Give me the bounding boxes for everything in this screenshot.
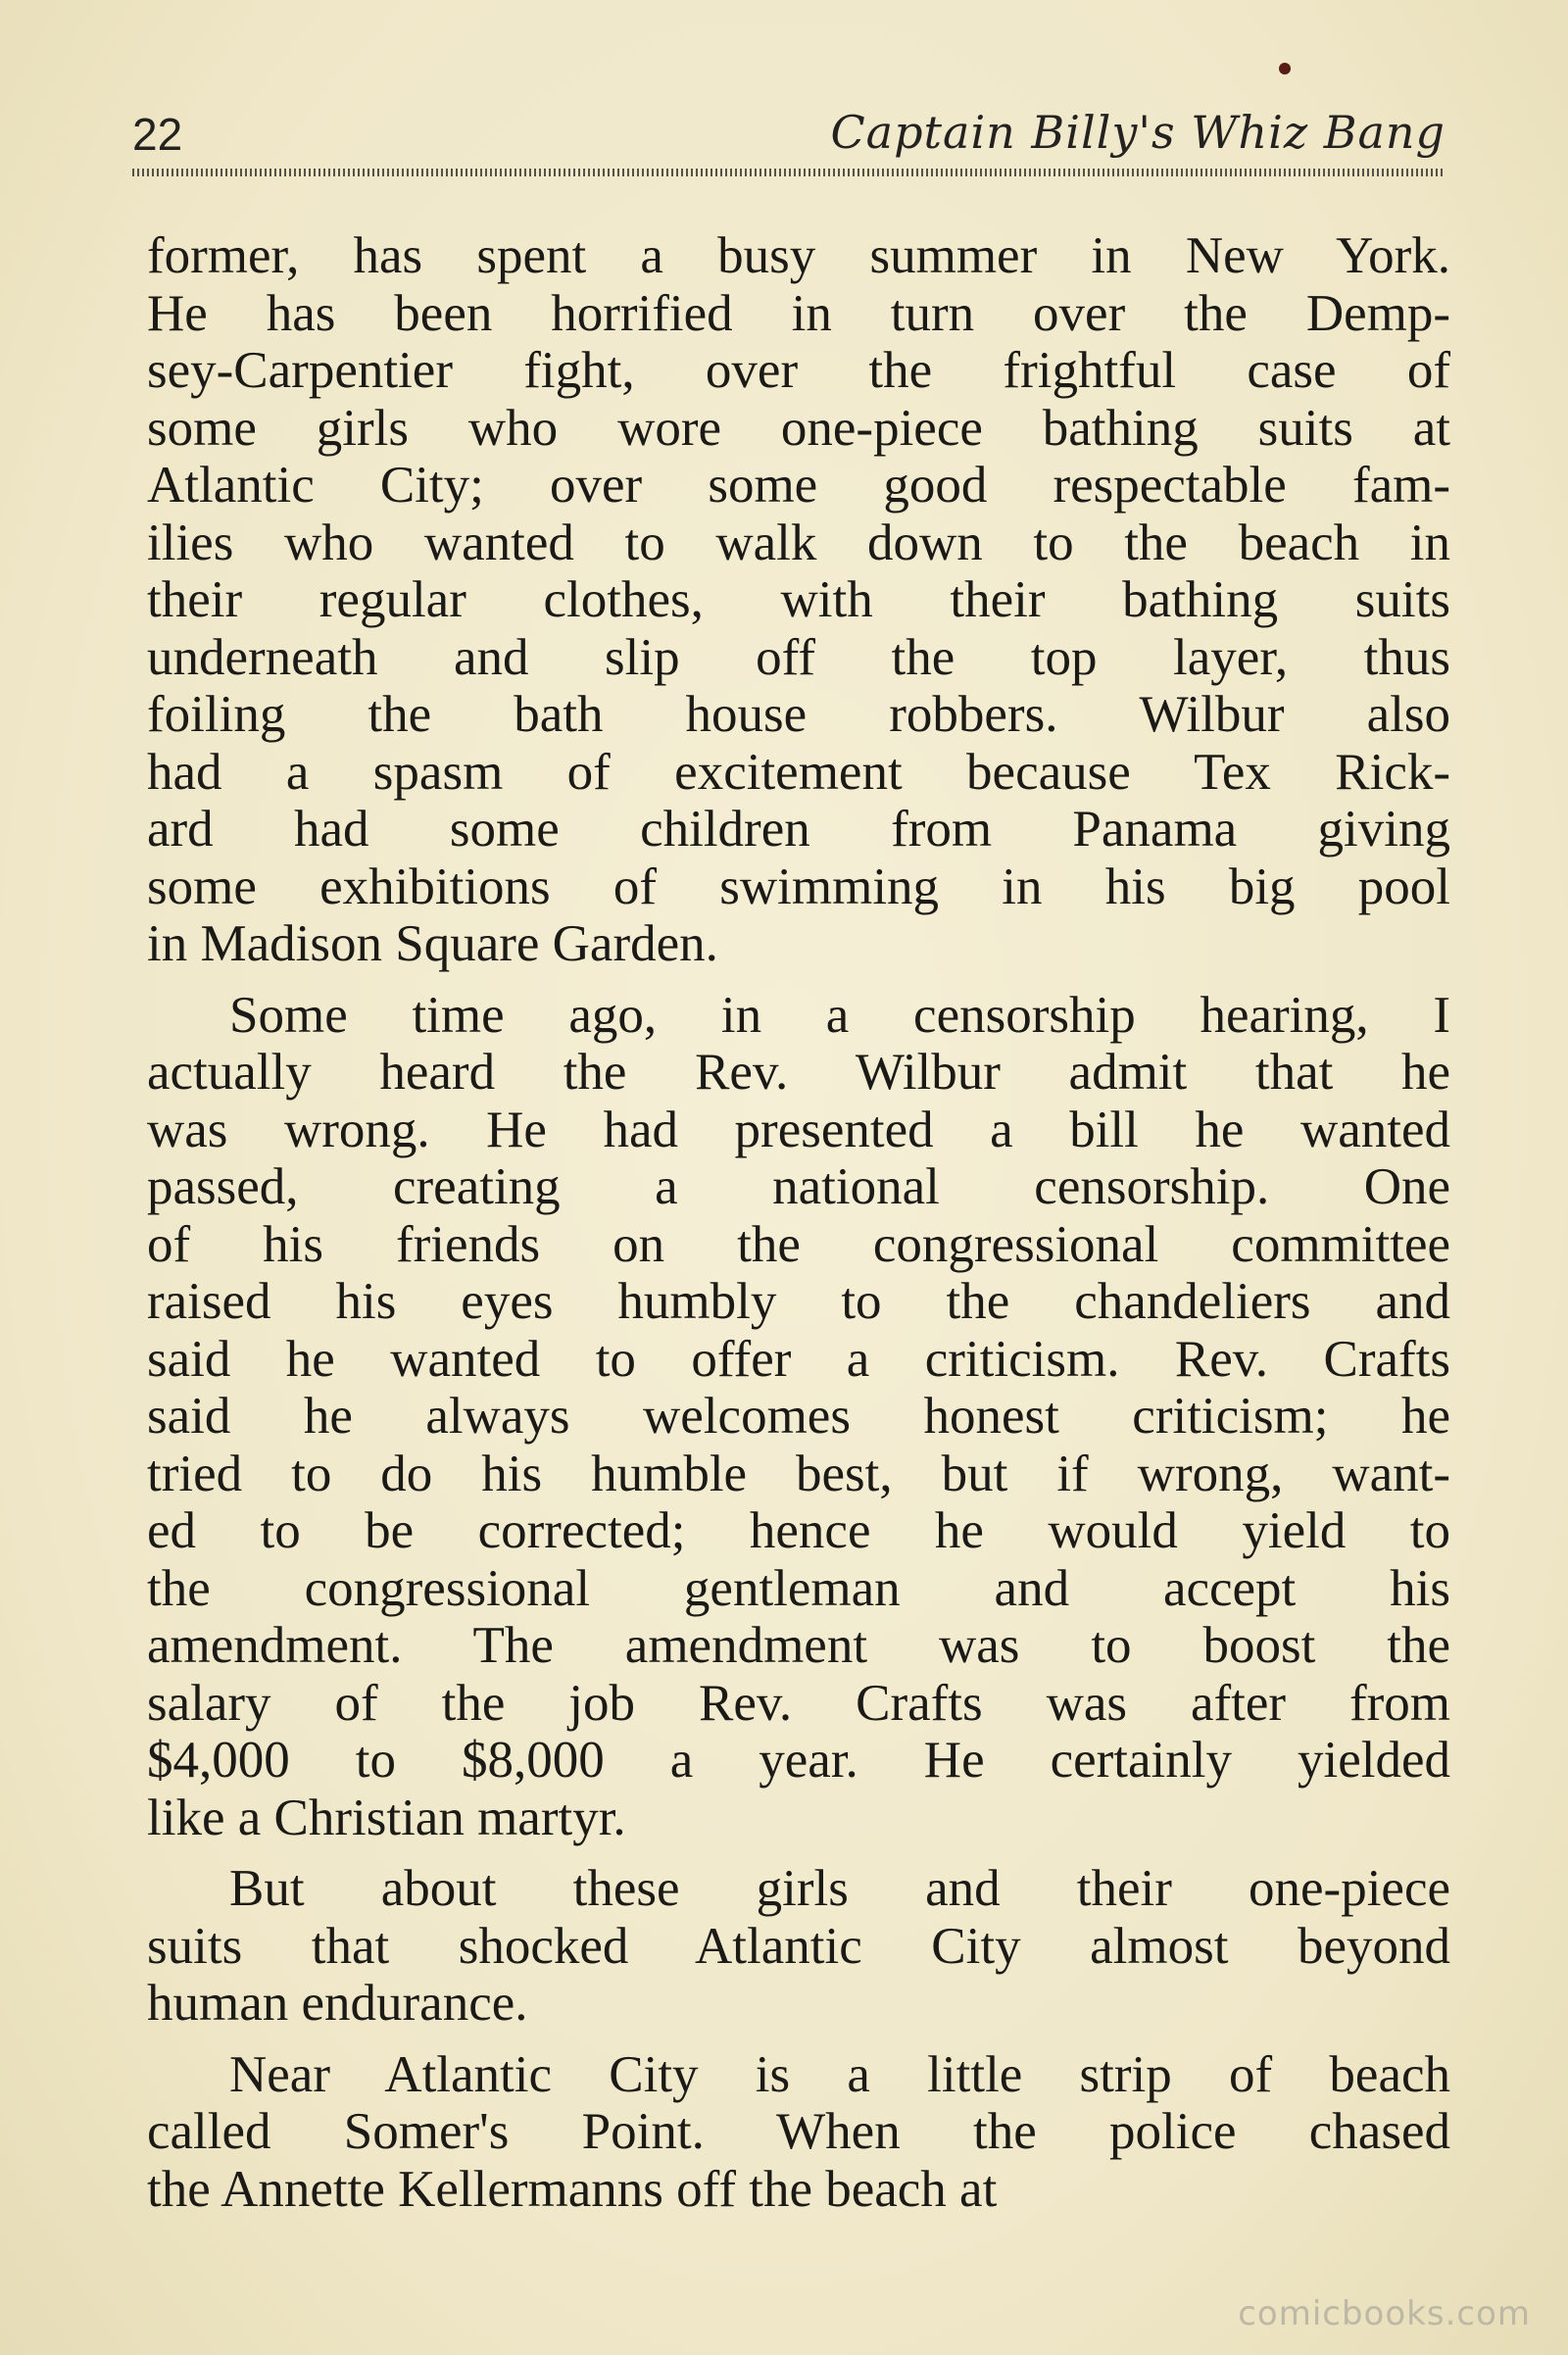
paragraph bbox=[147, 227, 1450, 973]
page-number: 22 bbox=[132, 109, 183, 160]
text-line: of his friends on the congressional committee bbox=[147, 1215, 1450, 1273]
text-line: But about these girls and their one-piece bbox=[229, 1860, 1450, 1917]
text-line: the Annette Kellermanns off the beach at bbox=[147, 2160, 998, 2218]
text-line: some exhibitions of swimming in his big pool bbox=[147, 858, 1450, 915]
paragraph bbox=[147, 1860, 1450, 2033]
text-line: Some time ago, in a censorship hearing, I bbox=[229, 986, 1450, 1044]
text-line: actually heard the Rev. Wilbur admit that he bbox=[147, 1044, 1450, 1101]
paragraph-gap bbox=[147, 2033, 1450, 2046]
text-line: foiling the bath house robbers. Wilbur also bbox=[147, 686, 1450, 743]
text-line: like a Christian martyr. bbox=[147, 1789, 626, 1846]
paragraph-gap bbox=[147, 1846, 1450, 1860]
text-line: sey-Carpentier fight, over the frightful case of bbox=[147, 342, 1450, 399]
text-line: passed, creating a national censorship. One bbox=[147, 1158, 1450, 1215]
text-line: ed to be corrected; hence he would yield to bbox=[147, 1502, 1450, 1559]
running-title: Captain Billy's Whiz Bang bbox=[830, 106, 1446, 159]
text-line: former, has spent a busy summer in New York. bbox=[147, 227, 1450, 284]
text-line: He has been horrified in turn over the Demp- bbox=[147, 284, 1450, 342]
text-line: tried to do his humble best, but if wrong, want- bbox=[147, 1445, 1450, 1502]
text-line: said he always welcomes honest criticism; he bbox=[147, 1388, 1450, 1445]
text-line: the congressional gentleman and accept his bbox=[147, 1559, 1450, 1617]
text-line: $4,000 to $8,000 a year. He certainly yielded bbox=[147, 1732, 1450, 1789]
text-line: Atlantic City; over some good respectable fam- bbox=[147, 457, 1450, 514]
text-line: underneath and slip off the top layer, thus bbox=[147, 628, 1450, 686]
paragraph bbox=[147, 987, 1450, 1847]
text-line: was wrong. He had presented a bill he wanted bbox=[147, 1101, 1450, 1158]
text-line: said he wanted to offer a criticism. Rev. Crafts bbox=[147, 1330, 1450, 1388]
header-rule bbox=[132, 169, 1446, 176]
page-header bbox=[132, 98, 1446, 167]
text-line: their regular clothes, with their bathing suits bbox=[147, 571, 1450, 628]
watermark: comicbooks.com bbox=[1238, 2294, 1531, 2333]
text-line: salary of the job Rev. Crafts was after from bbox=[147, 1674, 1450, 1732]
body-text bbox=[147, 227, 1450, 2218]
text-line: ilies who wanted to walk down to the beach in bbox=[147, 514, 1450, 571]
text-line: called Somer's Point. When the police chased bbox=[147, 2103, 1450, 2160]
paragraph-gap bbox=[147, 973, 1450, 987]
text-line: human endurance. bbox=[147, 1975, 528, 2032]
ink-dot bbox=[1279, 63, 1291, 74]
text-line: had a spasm of excitement because Tex Rick- bbox=[147, 743, 1450, 801]
text-line: Near Atlantic City is a little strip of beach bbox=[229, 2045, 1450, 2103]
text-line: amendment. The amendment was to boost the bbox=[147, 1617, 1450, 1674]
text-line: ard had some children from Panama giving bbox=[147, 801, 1450, 858]
text-line: raised his eyes humbly to the chandeliers and bbox=[147, 1273, 1450, 1330]
text-line: suits that shocked Atlantic City almost beyond bbox=[147, 1917, 1450, 1975]
text-line: some girls who wore one-piece bathing suits at bbox=[147, 399, 1450, 457]
text-line: in Madison Square Garden. bbox=[147, 915, 718, 972]
paragraph bbox=[147, 2046, 1450, 2219]
